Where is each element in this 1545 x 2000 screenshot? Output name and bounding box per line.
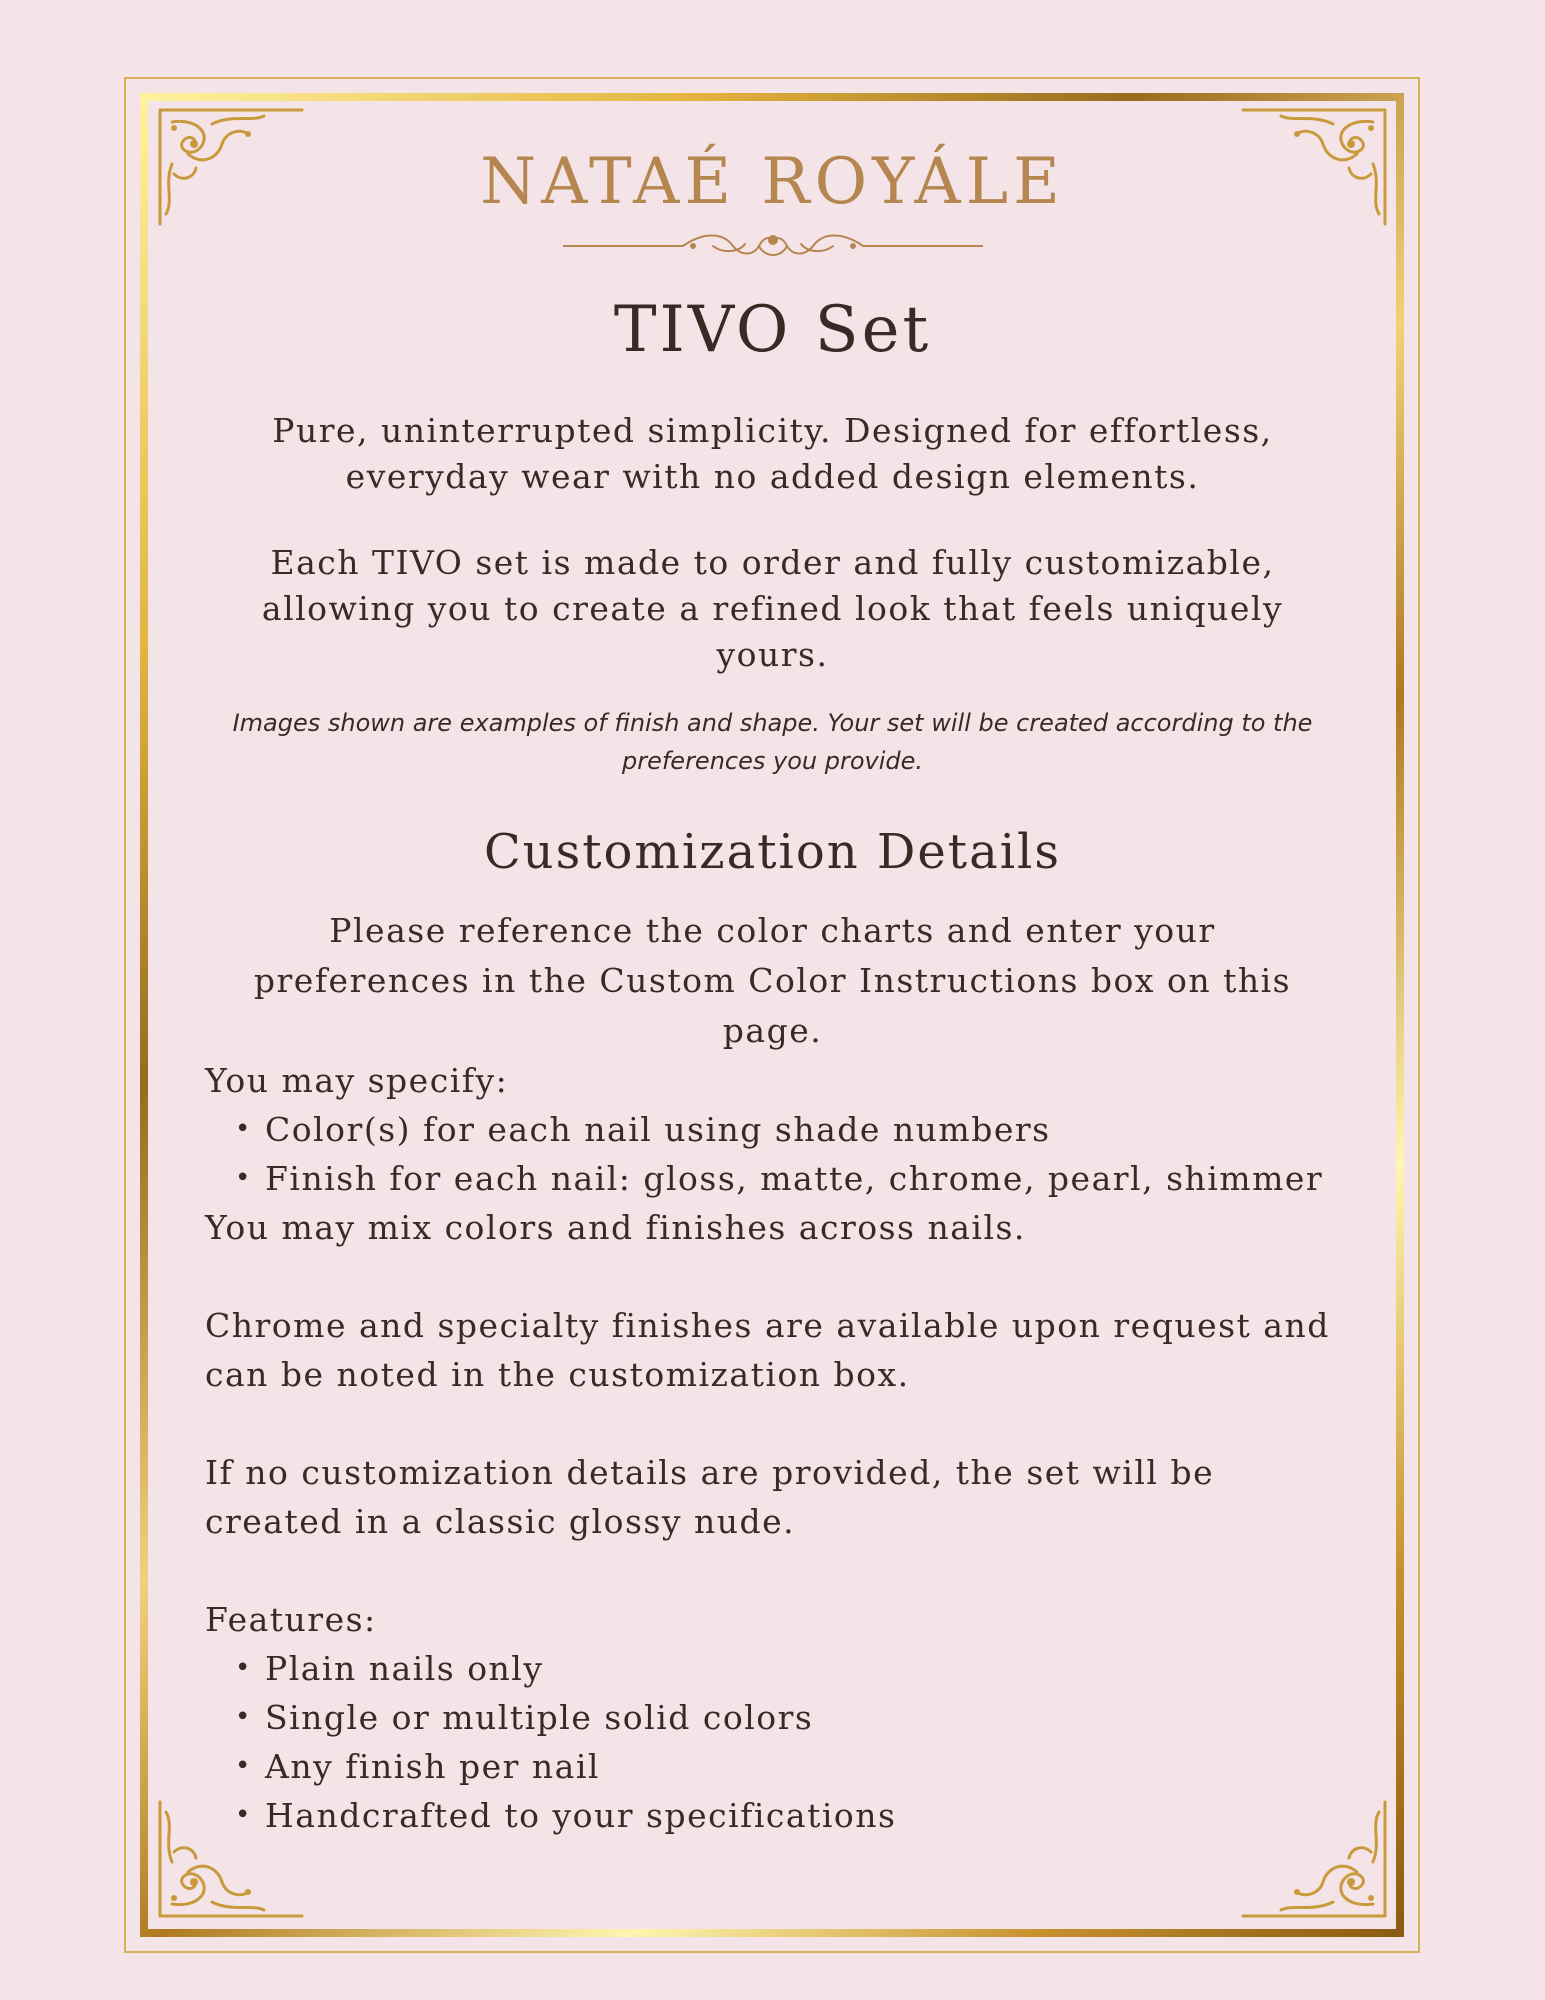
intro-paragraph: Pure, uninterrupted simplicity. Designed for effortless, everyday wear with no added design elements. (272, 411, 1273, 496)
list-item: • Handcrafted to your specifications (235, 1791, 1340, 1840)
specify-label: You may specify: (205, 1061, 509, 1100)
specify-list (205, 1105, 1340, 1203)
default-note: If no customization details are provided, the set will be created in a classic glossy nude. (205, 1453, 1215, 1541)
page-content (205, 140, 1340, 1840)
page-title: TIVO Set (613, 293, 932, 367)
brand-logo: NATAÉ ROYÁLE (480, 145, 1065, 219)
list-item: • Single or multiple solid colors (235, 1693, 1340, 1742)
flourish-divider-icon (563, 224, 983, 268)
list-item: • Plain nails only (235, 1644, 1340, 1693)
list-item: • Any finish per nail (235, 1742, 1340, 1791)
features-list (205, 1644, 1340, 1840)
chrome-note: Chrome and specialty finishes are available upon request and can be noted in the customization box. (205, 1306, 1330, 1394)
mix-note: You may mix colors and finishes across nails. (205, 1208, 1026, 1247)
image-disclaimer: Images shown are examples of finish and shape. Your set will be created according to the preferences you provide. (232, 709, 1313, 775)
features-label: Features: (205, 1600, 377, 1639)
customizable-paragraph: Each TIVO set is made to order and fully customizable, allowing you to create a refined look that feels uniquely yours. (261, 543, 1284, 674)
customization-instructions: Please reference the color charts and enter your preferences in the Custom Color Instructions box on this page. (253, 911, 1292, 1050)
list-item: • Color(s) for each nail using shade numbers (235, 1105, 1340, 1154)
customization-heading: Customization Details (483, 824, 1062, 880)
list-item: • Finish for each nail: gloss, matte, chrome, pearl, shimmer (235, 1154, 1340, 1203)
